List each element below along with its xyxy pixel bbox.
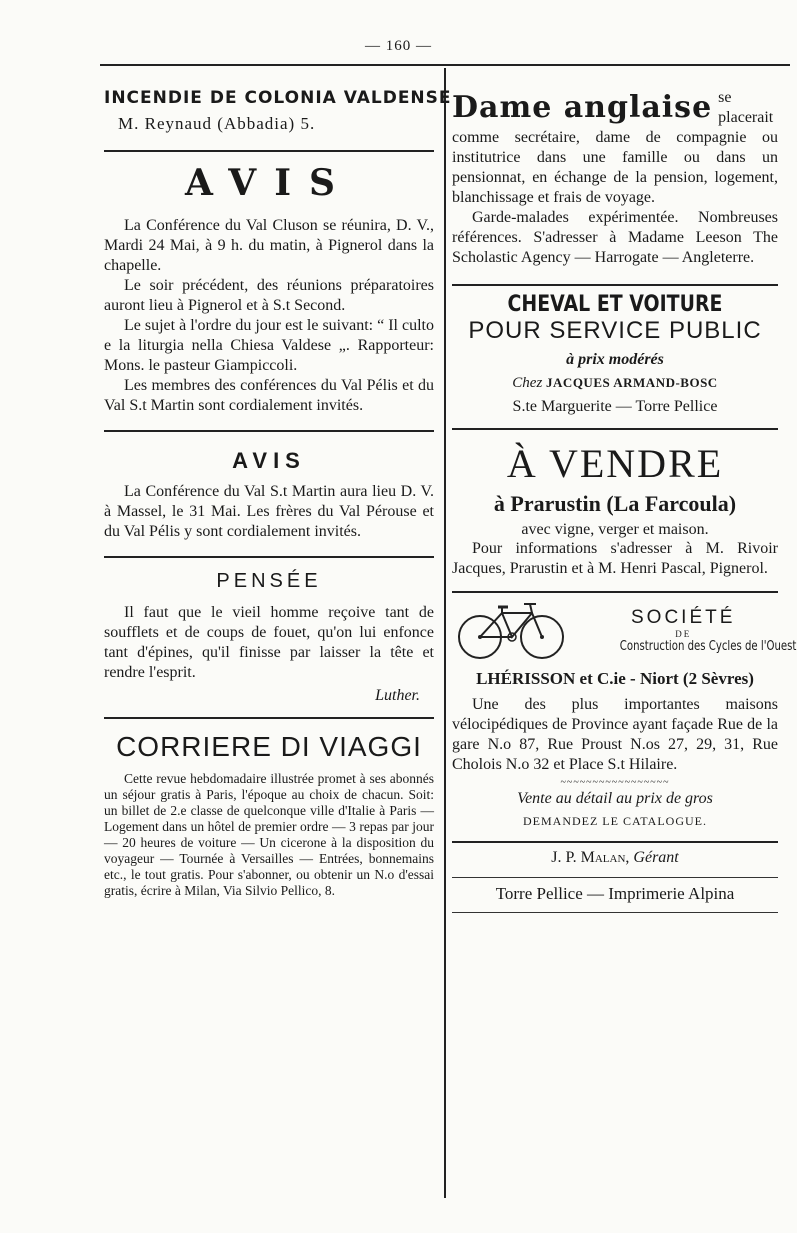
societe-catalogue: DEMANDEZ LE CATALOGUE.: [522, 814, 708, 828]
column-divider: [444, 68, 446, 1198]
incendie-title: INCENDIE DE COLONIA VALDENSE: [104, 88, 452, 108]
ornament: ~~~~~~~~~~~~~~~~~: [560, 777, 670, 788]
societe-sale: Vente au détail au prix de gros: [517, 790, 713, 807]
corriere-title: CORRIERE DI VIAGGI: [116, 731, 422, 762]
divider: [452, 284, 778, 286]
page-number: — 160 —: [365, 38, 432, 54]
avis-notice-2: [104, 482, 434, 542]
avis-paragraph-3: Le sujet à l'ordre du jour est le suivant: “ Il culto e la liturgia nella Chiesa Valdese „. Rapporteur: Mons. le pasteur Giampiccoli.: [104, 317, 434, 374]
pensee-author: Luther.: [375, 687, 420, 704]
pensee-quote: Il faut que le vieil homme reçoive tant de soufflets et de coups de fouet, qu'on lui enfonce tant d'épines, qu'il finisse par laisser la tête et rendre l'esprit.: [104, 604, 434, 681]
avis-notice: [104, 216, 434, 416]
avis-paragraph-4: Les membres des conférences du Val Pélis et du Val S.t Martin sont cordialement invités.: [104, 377, 434, 414]
vendre-text: [452, 539, 778, 579]
gerant-name: J. P. Malan,: [551, 849, 630, 866]
left-column: [104, 74, 452, 899]
chez-prefix: Chez: [512, 375, 543, 391]
gerant-line: [452, 849, 778, 867]
divider: [104, 717, 434, 719]
imprimerie-line: Torre Pellice — Imprimerie Alpina: [495, 884, 735, 903]
divider: [104, 556, 434, 558]
divider: [452, 428, 778, 430]
cheval-chez: [452, 375, 778, 392]
corriere-text: [104, 771, 434, 899]
vendre-place: à Prarustin (La Farcoula): [493, 491, 737, 516]
dame-text: se placerait comme secrétaire, dame de compagnie ou institutrice dans une famille ou dans un pensionnat, en échange de la pension, logement, blanchissage et frais de voyage.: [452, 89, 778, 206]
dame-text-2: Garde-malades expérimentée. Nombreuses références. S'adresser à Madame Leeson The Scholastic Agency — Harrogate — Angleterre.: [452, 209, 778, 266]
gerant-role: Gérant: [633, 849, 679, 866]
avis-paragraph-1: La Conférence du Val Cluson se réunira, D. V., Mardi 24 Mai, à 9 h. du matin, à Pignerol dans la chapelle.: [104, 217, 434, 274]
vendre-title: À VENDRE: [506, 441, 724, 486]
pensee-title: PENSÉE: [216, 570, 322, 592]
divider: [104, 430, 434, 432]
incendie-line: M. Reynaud (Abbadia) 5.: [118, 114, 316, 133]
vendre-desc: avec vigne, verger et maison.: [521, 521, 709, 538]
societe-text: [452, 695, 778, 775]
divider: [452, 877, 778, 878]
avis-paragraph-2: Le soir précédent, des réunions préparatoires auront lieu à Pignerol et à S.t Second.: [104, 277, 434, 314]
bicycle-icon: [452, 599, 570, 661]
divider: [104, 150, 434, 152]
chez-name: JACQUES ARMAND-BOSC: [546, 375, 718, 390]
cheval-title: CHEVAL ET VOITURE: [507, 292, 723, 317]
societe-header: [452, 599, 797, 661]
cheval-prix: à prix modérés: [566, 351, 664, 368]
divider: [452, 912, 778, 913]
divider: [452, 591, 778, 593]
societe-line-2: DE: [675, 628, 692, 639]
divider: [452, 841, 778, 843]
service-title: POUR SERVICE PUBLIC: [468, 317, 762, 344]
dame-title: Dame anglaise: [452, 90, 713, 125]
avis2-paragraph: La Conférence du Val S.t Martin aura lieu D. V. à Massel, le 31 Mai. Les frères du Val Pérouse et du Val Pélis y sont cordialement invités.: [104, 483, 434, 540]
societe-paragraph: Une des plus importantes maisons vélocipédiques de Province ayant façade Rue de la gare N.o 87, Rue Proust N.os 27, 29, 31, Rue Cholois N.o 32 et Place S.t Hilaire.: [452, 696, 778, 773]
vendre-paragraph: Pour informations s'adresser à M. Rivoir Jacques, Prarustin et à M. Henri Pascal, Pignerol.: [452, 540, 778, 577]
pensee-text: [104, 603, 434, 683]
right-column: [452, 74, 797, 919]
top-rule: [100, 64, 790, 66]
avis-title-2: AVIS: [232, 448, 306, 473]
corriere-paragraph: Cette revue hebdomadaire illustrée promet à ses abonnés un séjour gratis à Paris, l'époque au choix de chacun. Soit: un billet de 2.e classe de quelconque ville d'Italie à Paris — Logement dans un hôtel de premier ordre — 3 repas par jour — 20 heures de voiture — Un cicerone à la disposition du voyageur — Tournée à Versailles — Entrées, bonnemains etc., le tout gratis. Pour s'abonner, ou obtenir un N.o d'essai gratis, écrire à Milan, Via Silvio Pellico, 8.: [104, 771, 434, 898]
dame-ad: [452, 88, 778, 268]
avis-title: AVIS: [184, 162, 354, 204]
cheval-place: S.te Marguerite — Torre Pellice: [512, 398, 718, 415]
societe-line-1: SOCIÉTÉ: [631, 606, 736, 628]
societe-line-3: Construction des Cycles de l'Ouest: [619, 638, 797, 654]
societe-title: [570, 607, 796, 654]
lherisson-company: LHÉRISSON et C.ie - Niort (2 Sèvres): [476, 669, 754, 688]
